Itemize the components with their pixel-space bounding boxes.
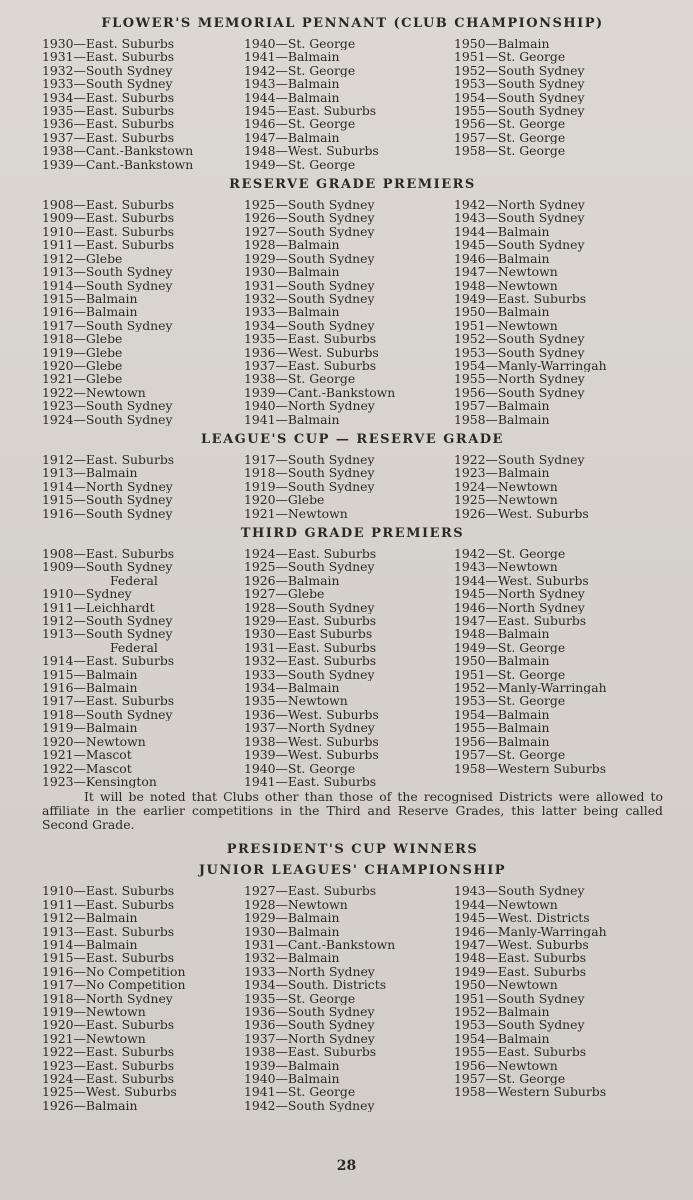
result-entry: 1953—South Sydney (454, 77, 585, 91)
result-entry: 1924—East. Suburbs (42, 1072, 175, 1086)
result-entry: 1947—Newtown (454, 265, 558, 279)
result-entry: 1935—St. George (244, 991, 356, 1005)
result-entry: 1916—South Sydney (42, 506, 173, 520)
result-entry: 1917—East. Suburbs (42, 694, 175, 708)
result-entry: 1938—St. George (244, 372, 356, 386)
result-entry: 1929—Balmain (244, 911, 340, 925)
result-entry: 1937—North Sydney (244, 1031, 375, 1046)
result-entry: 1946—Manly-Warringah (454, 924, 607, 938)
result-entry: 1918—South Sydney (42, 707, 173, 722)
section (42, 432, 663, 520)
result-entry: 1930—Balmain (244, 265, 340, 279)
result-entry: 1948—East. Suburbs (454, 951, 587, 965)
result-entry: 1940—St. George (244, 37, 356, 51)
result-entry: 1927—East. Suburbs (244, 884, 377, 898)
page-number: 28 (336, 1158, 357, 1174)
result-entry: 1921—Glebe (42, 372, 123, 386)
result-entry: 1947—East. Suburbs (454, 614, 587, 628)
result-entry: 1921—Newtown (244, 506, 348, 520)
result-entry: 1944—Balmain (454, 224, 550, 239)
results-columns (42, 547, 663, 788)
result-entry: 1957—St. George (454, 130, 566, 145)
result-entry: 1932—South Sydney (42, 63, 173, 78)
result-entry: 1949—East. Suburbs (454, 964, 587, 979)
result-entry: 1916—Balmain (42, 305, 138, 319)
result-entry: 1947—West. Suburbs (454, 937, 589, 952)
result-entry: 1913—Balmain (42, 466, 138, 480)
section (42, 526, 663, 832)
result-entry: 1919—Glebe (42, 345, 123, 359)
result-entry: 1941—St. George (244, 1085, 356, 1099)
result-entry: 1942—South Sydney (244, 1098, 375, 1113)
result-entry: 1912—South Sydney (42, 614, 173, 628)
result-entry: 1948—Newtown (454, 278, 558, 292)
result-entry: 1932—South Sydney (244, 291, 375, 306)
result-entry: 1958—Balmain (454, 412, 550, 426)
result-entry: 1914—East. Suburbs (42, 654, 175, 668)
result-entry: 1933—South Sydney (42, 77, 173, 91)
result-entry: 1943—South Sydney (454, 211, 585, 225)
result-entry: 1928—Newtown (244, 897, 348, 912)
result-entry: 1939—Balmain (244, 1058, 340, 1072)
result-entry: 1922—East. Suburbs (42, 1045, 175, 1059)
result-entry: 1923—South Sydney (42, 399, 173, 413)
result-entry: 1948—West. Suburbs (244, 144, 379, 158)
result-entry: 1919—Newtown (42, 1004, 146, 1019)
result-entry: 1949—East. Suburbs (454, 291, 587, 306)
result-entry: 1918—South Sydney (244, 466, 375, 480)
section (42, 16, 663, 171)
result-entry: 1945—West. Districts (454, 911, 590, 925)
result-entry: 1910—Sydney (42, 587, 132, 601)
result-entry: 1943—Balmain (244, 77, 340, 91)
result-entry: 1918—North Sydney (42, 991, 173, 1005)
result-entry: 1954—Balmain (454, 707, 550, 722)
results-column (42, 884, 230, 1112)
result-entry: 1943—South Sydney (454, 884, 585, 898)
result-entry: 1942—North Sydney (454, 198, 585, 212)
result-entry: 1934—Balmain (244, 681, 340, 695)
result-entry: 1923—Balmain (454, 466, 550, 480)
result-entry: 1941—Balmain (244, 50, 340, 64)
result-entry: 1944—Balmain (244, 90, 340, 105)
result-entry: 1917—South Sydney (42, 318, 173, 333)
result-entry: 1915—Balmain (42, 291, 138, 306)
result-entry: 1923—East. Suburbs (42, 1058, 175, 1072)
result-entry: 1932—Balmain (244, 951, 340, 965)
result-entry: 1955—East. Suburbs (454, 1045, 587, 1059)
result-entry: 1943—Newtown (454, 560, 558, 574)
result-entry: 1917—South Sydney (244, 452, 375, 467)
result-entry: 1911—Leichhardt (42, 600, 155, 615)
result-entry: 1924—Newtown (454, 479, 558, 494)
result-entry: 1942—St. George (454, 547, 566, 561)
result-entry: 1956—South Sydney (454, 385, 585, 400)
page-content (42, 16, 663, 1112)
results-column (42, 198, 230, 426)
result-entry: 1935—East. Suburbs (42, 104, 175, 118)
result-entry: 1915—East. Suburbs (42, 951, 175, 965)
result-entry: 1944—Newtown (454, 897, 558, 912)
result-entry: 1925—South Sydney (244, 560, 375, 574)
result-entry: 1949—St. George (244, 157, 356, 172)
result-entry: 1911—East. Suburbs (42, 897, 175, 912)
result-entry: Federal (110, 640, 158, 655)
result-entry: 1951—St. George (454, 667, 566, 682)
section (42, 177, 663, 426)
result-entry: 1909—South Sydney (42, 560, 173, 574)
results-column (454, 547, 663, 788)
result-entry: 1951—Newtown (454, 318, 558, 333)
result-entry: Federal (110, 573, 158, 588)
result-entry: 1955—South Sydney (454, 104, 585, 118)
result-entry: 1955—North Sydney (454, 372, 585, 386)
result-entry: 1950—Balmain (454, 305, 550, 319)
section-heading: THIRD GRADE PREMIERS (240, 526, 465, 541)
result-entry: 1938—Cant.-Bankstown (42, 144, 194, 158)
result-entry: 1934—South Sydney (244, 318, 375, 333)
result-entry: 1918—Glebe (42, 332, 123, 346)
result-entry: 1938—East. Suburbs (244, 1045, 377, 1059)
result-entry: 1920—Newtown (42, 734, 146, 749)
result-entry: 1939—West. Suburbs (244, 748, 379, 762)
result-entry: 1914—Balmain (42, 937, 138, 952)
result-entry: 1933—Balmain (244, 305, 340, 319)
result-entry: 1930—Balmain (244, 924, 340, 938)
result-entry: 1920—Glebe (244, 493, 325, 507)
section-heading: RESERVE GRADE PREMIERS (229, 177, 476, 193)
results-column (454, 198, 663, 426)
result-entry: 1931—South Sydney (244, 278, 375, 292)
result-entry: 1926—Balmain (244, 573, 340, 588)
result-entry: 1924—South Sydney (42, 412, 173, 426)
result-entry: 1921—Mascot (42, 748, 132, 762)
result-entry: 1930—East Suburbs (244, 627, 373, 641)
result-entry: 1912—Balmain (42, 911, 138, 925)
result-entry: 1957—St. George (454, 1072, 566, 1086)
result-entry: 1949—St. George (454, 640, 566, 655)
result-entry: 1936—West. Suburbs (244, 345, 379, 359)
results-columns (42, 37, 663, 171)
results-column (42, 547, 230, 788)
result-entry: 1925—South Sydney (244, 198, 375, 212)
result-entry: 1936—South Sydney (244, 1004, 375, 1019)
result-entry: 1929—South Sydney (244, 251, 375, 266)
result-entry: 1954—Manly-Warringah (454, 358, 607, 373)
result-entry: 1921—Newtown (42, 1031, 146, 1046)
result-entry: 1935—Newtown (244, 694, 348, 708)
result-entry: 1910—East. Suburbs (42, 884, 175, 898)
result-entry: 1915—South Sydney (42, 493, 173, 507)
result-entry: 1954—Balmain (454, 1031, 550, 1046)
result-entry: 1952—South Sydney (454, 63, 585, 78)
footnote: It will be noted that Clubs other than those of the recognised Districts were allowed to affiliate in the earlier competitions in the Third and Reserve Grades, this latter being called Second Grade. (42, 789, 663, 833)
results-column (244, 453, 440, 520)
result-entry: 1941—East. Suburbs (244, 774, 377, 789)
result-entry: 1956—St. George (454, 117, 566, 131)
result-entry: 1944—West. Suburbs (454, 573, 589, 588)
result-entry: 1909—East. Suburbs (42, 211, 175, 225)
result-entry: 1936—West. Suburbs (244, 707, 379, 722)
result-entry: 1940—Balmain (244, 1072, 340, 1086)
results-column (244, 37, 440, 171)
result-entry: 1956—Balmain (454, 734, 550, 749)
result-entry: 1952—South Sydney (454, 332, 585, 346)
result-entry: 1925—West. Suburbs (42, 1085, 177, 1099)
result-entry: 1941—Balmain (244, 412, 340, 426)
section-heading: LEAGUE'S CUP — RESERVE GRADE (201, 431, 504, 447)
result-entry: 1934—East. Suburbs (42, 90, 175, 105)
result-entry: 1935—East. Suburbs (244, 332, 377, 346)
result-entry: 1936—South Sydney (244, 1018, 375, 1032)
section-heading: PRESIDENT'S CUP WINNERS (226, 842, 479, 858)
result-entry: 1957—Balmain (454, 399, 550, 413)
results-column (454, 37, 663, 171)
result-entry: 1958—Western Suburbs (454, 761, 607, 775)
result-entry: 1940—North Sydney (244, 399, 375, 413)
result-entry: 1952—Manly-Warringah (454, 681, 607, 695)
result-entry: 1926—South Sydney (244, 211, 375, 225)
result-entry: 1910—East. Suburbs (42, 224, 175, 239)
result-entry: 1942—St. George (244, 63, 356, 78)
result-entry: 1914—North Sydney (42, 479, 173, 494)
result-entry: 1930—East. Suburbs (42, 37, 175, 51)
result-entry: 1958—Western Suburbs (454, 1085, 607, 1099)
results-column (42, 37, 230, 171)
result-entry: 1940—St. George (244, 761, 356, 775)
result-entry: 1919—Balmain (42, 721, 138, 735)
result-entry: 1950—Balmain (454, 37, 550, 51)
result-entry: 1956—Newtown (454, 1058, 558, 1072)
result-entry: 1913—South Sydney (42, 265, 173, 279)
result-entry: 1958—St. George (454, 144, 566, 158)
result-entry: 1945—South Sydney (454, 238, 585, 252)
result-entry: 1937—East. Suburbs (244, 358, 377, 373)
result-entry: 1934—South. Districts (244, 978, 387, 992)
result-entry: 1955—Balmain (454, 721, 550, 735)
result-entry: 1953—St. George (454, 694, 566, 708)
results-column (454, 453, 663, 520)
result-entry: 1922—Newtown (42, 385, 146, 400)
result-entry: 1950—Balmain (454, 654, 550, 668)
results-column (454, 884, 663, 1112)
result-entry: 1954—South Sydney (454, 90, 585, 105)
results-column (244, 884, 440, 1112)
result-entry: 1928—South Sydney (244, 600, 375, 615)
result-entry: 1932—East. Suburbs (244, 654, 377, 668)
result-entry: 1948—Balmain (454, 627, 550, 641)
result-entry: 1937—North Sydney (244, 721, 375, 735)
result-entry: 1953—South Sydney (454, 345, 585, 359)
result-entry: 1920—East. Suburbs (42, 1018, 175, 1032)
result-entry: 1947—Balmain (244, 130, 340, 145)
result-entry: 1919—South Sydney (244, 479, 375, 494)
result-entry: 1913—South Sydney (42, 627, 173, 641)
result-entry: 1929—East. Suburbs (244, 614, 377, 628)
result-entry: 1917—No Competition (42, 978, 186, 992)
result-entry: 1946—North Sydney (454, 600, 585, 615)
result-entry: 1931—East. Suburbs (42, 50, 175, 64)
result-entry: 1957—St. George (454, 748, 566, 762)
result-entry: 1912—East. Suburbs (42, 452, 175, 467)
result-entry: 1908—East. Suburbs (42, 198, 175, 212)
result-entry: 1912—Glebe (42, 251, 123, 266)
results-columns (42, 198, 663, 426)
result-entry: 1931—East. Suburbs (244, 640, 377, 655)
result-entry: 1939—Cant.-Bankstown (42, 157, 194, 172)
result-entry: 1914—South Sydney (42, 278, 173, 292)
result-entry: 1926—West. Suburbs (454, 506, 589, 520)
result-entry: 1928—Balmain (244, 238, 340, 252)
result-entry: 1924—East. Suburbs (244, 547, 377, 561)
result-entry: 1925—Newtown (454, 493, 558, 507)
result-entry: 1939—Cant.-Bankstown (244, 385, 396, 400)
result-entry: 1923—Kensington (42, 774, 157, 789)
result-entry: 1922—Mascot (42, 761, 132, 775)
result-entry: 1946—Balmain (454, 251, 550, 266)
result-entry: 1911—East. Suburbs (42, 238, 175, 252)
result-entry: 1950—Newtown (454, 978, 558, 992)
section-heading: FLOWER'S MEMORIAL PENNANT (CLUB CHAMPIONSHIP) (101, 16, 604, 31)
result-entry: 1920—Glebe (42, 358, 123, 373)
result-entry: 1908—East. Suburbs (42, 547, 175, 561)
result-entry: 1927—South Sydney (244, 224, 375, 239)
result-entry: 1936—East. Suburbs (42, 117, 175, 131)
results-column (42, 453, 230, 520)
result-entry: 1931—Cant.-Bankstown (244, 937, 396, 952)
section (42, 842, 663, 1112)
result-entry: 1913—East. Suburbs (42, 924, 175, 938)
result-entry: 1926—Balmain (42, 1098, 138, 1113)
result-entry: 1933—North Sydney (244, 964, 375, 979)
section-subheading: JUNIOR LEAGUES' CHAMPIONSHIP (198, 863, 507, 879)
result-entry: 1946—St. George (244, 117, 356, 131)
result-entry: 1915—Balmain (42, 667, 138, 682)
result-entry: 1922—South Sydney (454, 452, 585, 467)
result-entry: 1953—South Sydney (454, 1018, 585, 1032)
results-columns (42, 453, 663, 520)
result-entry: 1937—East. Suburbs (42, 130, 175, 145)
result-entry: 1945—East. Suburbs (244, 104, 377, 118)
results-column (244, 547, 440, 788)
result-entry: 1945—North Sydney (454, 587, 585, 601)
result-entry: 1916—Balmain (42, 681, 138, 695)
result-entry: 1951—St. George (454, 50, 566, 64)
result-entry: 1938—West. Suburbs (244, 734, 379, 749)
results-column (244, 198, 440, 426)
results-columns (42, 884, 663, 1112)
result-entry: 1933—South Sydney (244, 667, 375, 682)
result-entry: 1951—South Sydney (454, 991, 585, 1005)
result-entry: 1927—Glebe (244, 587, 325, 601)
result-entry: 1916—No Competition (42, 964, 186, 979)
result-entry: 1952—Balmain (454, 1004, 550, 1019)
